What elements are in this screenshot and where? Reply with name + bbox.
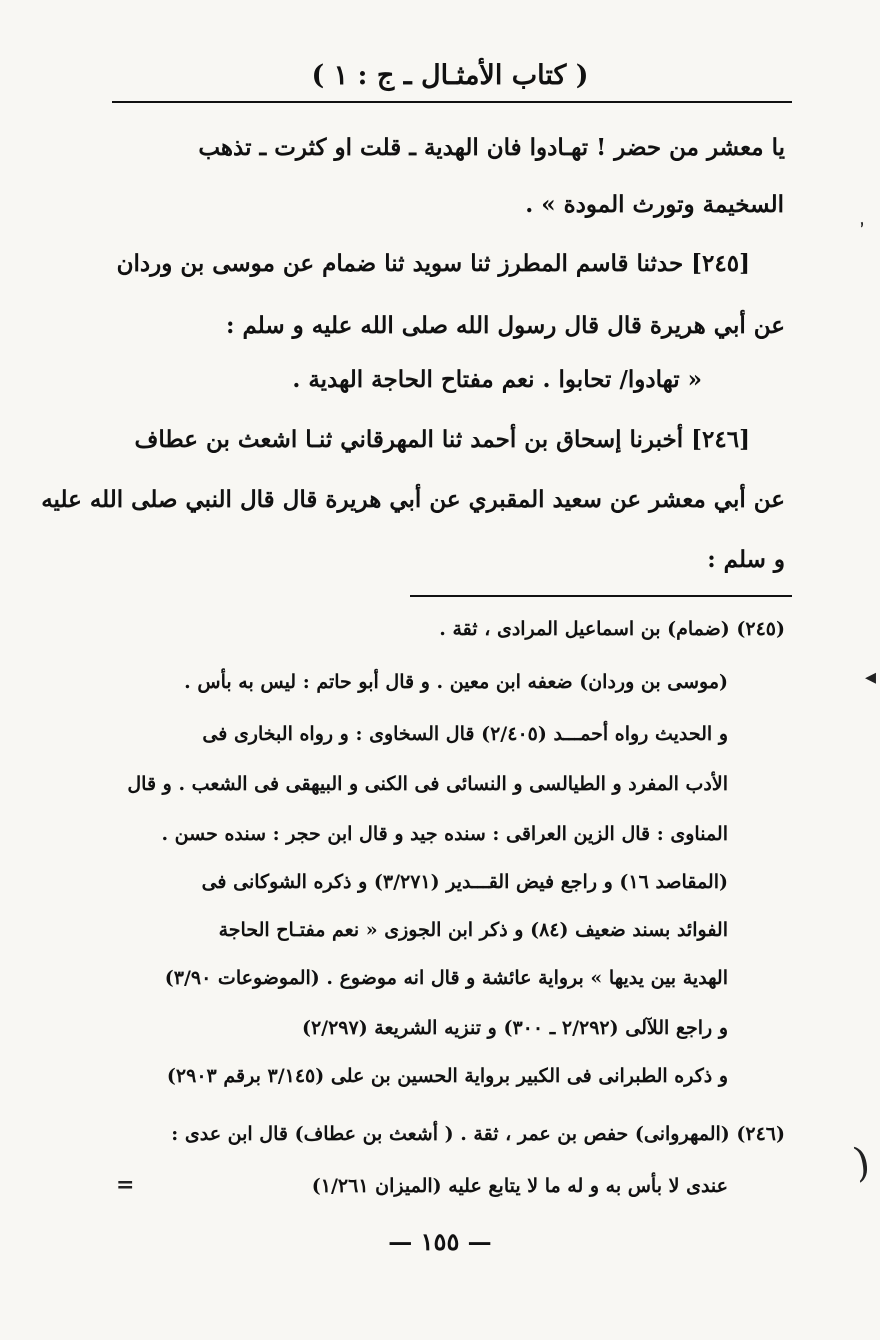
continuation-mark: = [116,1172,135,1198]
body-line: و سلم : [707,546,785,573]
scan-speck: ( [850,1138,874,1188]
footnote-line: المناوى : قال الزين العراقى : سنده جيد و قال ابن حجر : سنده حسن . [161,823,728,845]
footnote-line: الأدب المفرد و الطيالسى و النسائى فى الكنى و البيهقى فى الشعب . و قال [127,773,728,795]
footnote-line: (موسى بن وردان) ضعفه ابن معين . و قال أبو حاتم : ليس به بأس . [184,671,728,693]
footnote-line: (المقاصد ١٦) و راجع فيض القـــدير (٣/٢٧١) و ذكره الشوكانى فى [201,871,728,893]
footnote-line: (٢٤٥) (ضمام) بن اسماعيل المرادى ، ثقة . [439,618,785,640]
footnote-line: عندى لا بأس به و له ما لا يتابع عليه (الميزان ١/٢٦١) [311,1175,728,1197]
body-line: [٢٤٥] حدثنا قاسم المطرز ثنا سويد ثنا ضمام عن موسى بن وردان [116,250,750,277]
footnote-line: (٢٤٦) (المهروانى) حفص بن عمر ، ثقة . ( أشعث بن عطاف) قال ابن عدى : [171,1123,785,1145]
footnote-line: و الحديث رواه أحمـــد (٢/٤٠٥) قال السخاوى : و رواه البخارى فى [202,723,728,745]
footnote-line: الهدية بين يديها » برواية عائشة و قال انه موضوع . (الموضوعات ٣/٩٠) [164,967,728,989]
footnote-line: الفوائد بسند ضعيف (٨٤) و ذكر ابن الجوزى « نعم مفتـاح الحاجة [218,919,728,941]
body-line: السخيمة وتورث المودة » . [525,191,784,218]
footnote-line: و ذكره الطبرانى فى الكبير برواية الحسين بن على (٣/١٤٥ برقم ٢٩٠٣) [166,1065,728,1087]
footnote-line: و راجع اللآلى (٢/٢٩٢ ـ ٣٠٠) و تنزيه الشريعة (٢/٢٩٧) [301,1017,728,1039]
body-line: عن أبي هريرة قال قال رسول الله صلى الله عليه و سلم : [225,312,785,339]
scan-speck: ◂ [864,665,876,690]
body-line: عن أبي معشر عن سعيد المقبري عن أبي هريرة قال قال النبي صلى الله عليه [41,486,785,513]
body-line: [٢٤٦] أخبرنا إسحاق بن أحمد ثنا المهرقاني ثنـا اشعث بن عطاف [134,426,750,453]
page-number: — ١٥٥ — [388,1227,492,1256]
header-divider [112,101,792,103]
scan-speck: ʼ [855,217,870,243]
body-line: يا معشر من حضر ! تهـادوا فان الهدية ـ قلت او كثرت ـ تذهب [198,134,785,161]
body-line: « تهادوا/ تحابوا . نعم مفتاح الحاجة الهدية . [292,366,702,393]
footnote-divider [410,595,792,597]
page-header-title: ( كتاب الأمثـال ـ ج : ١ ) [311,60,589,91]
